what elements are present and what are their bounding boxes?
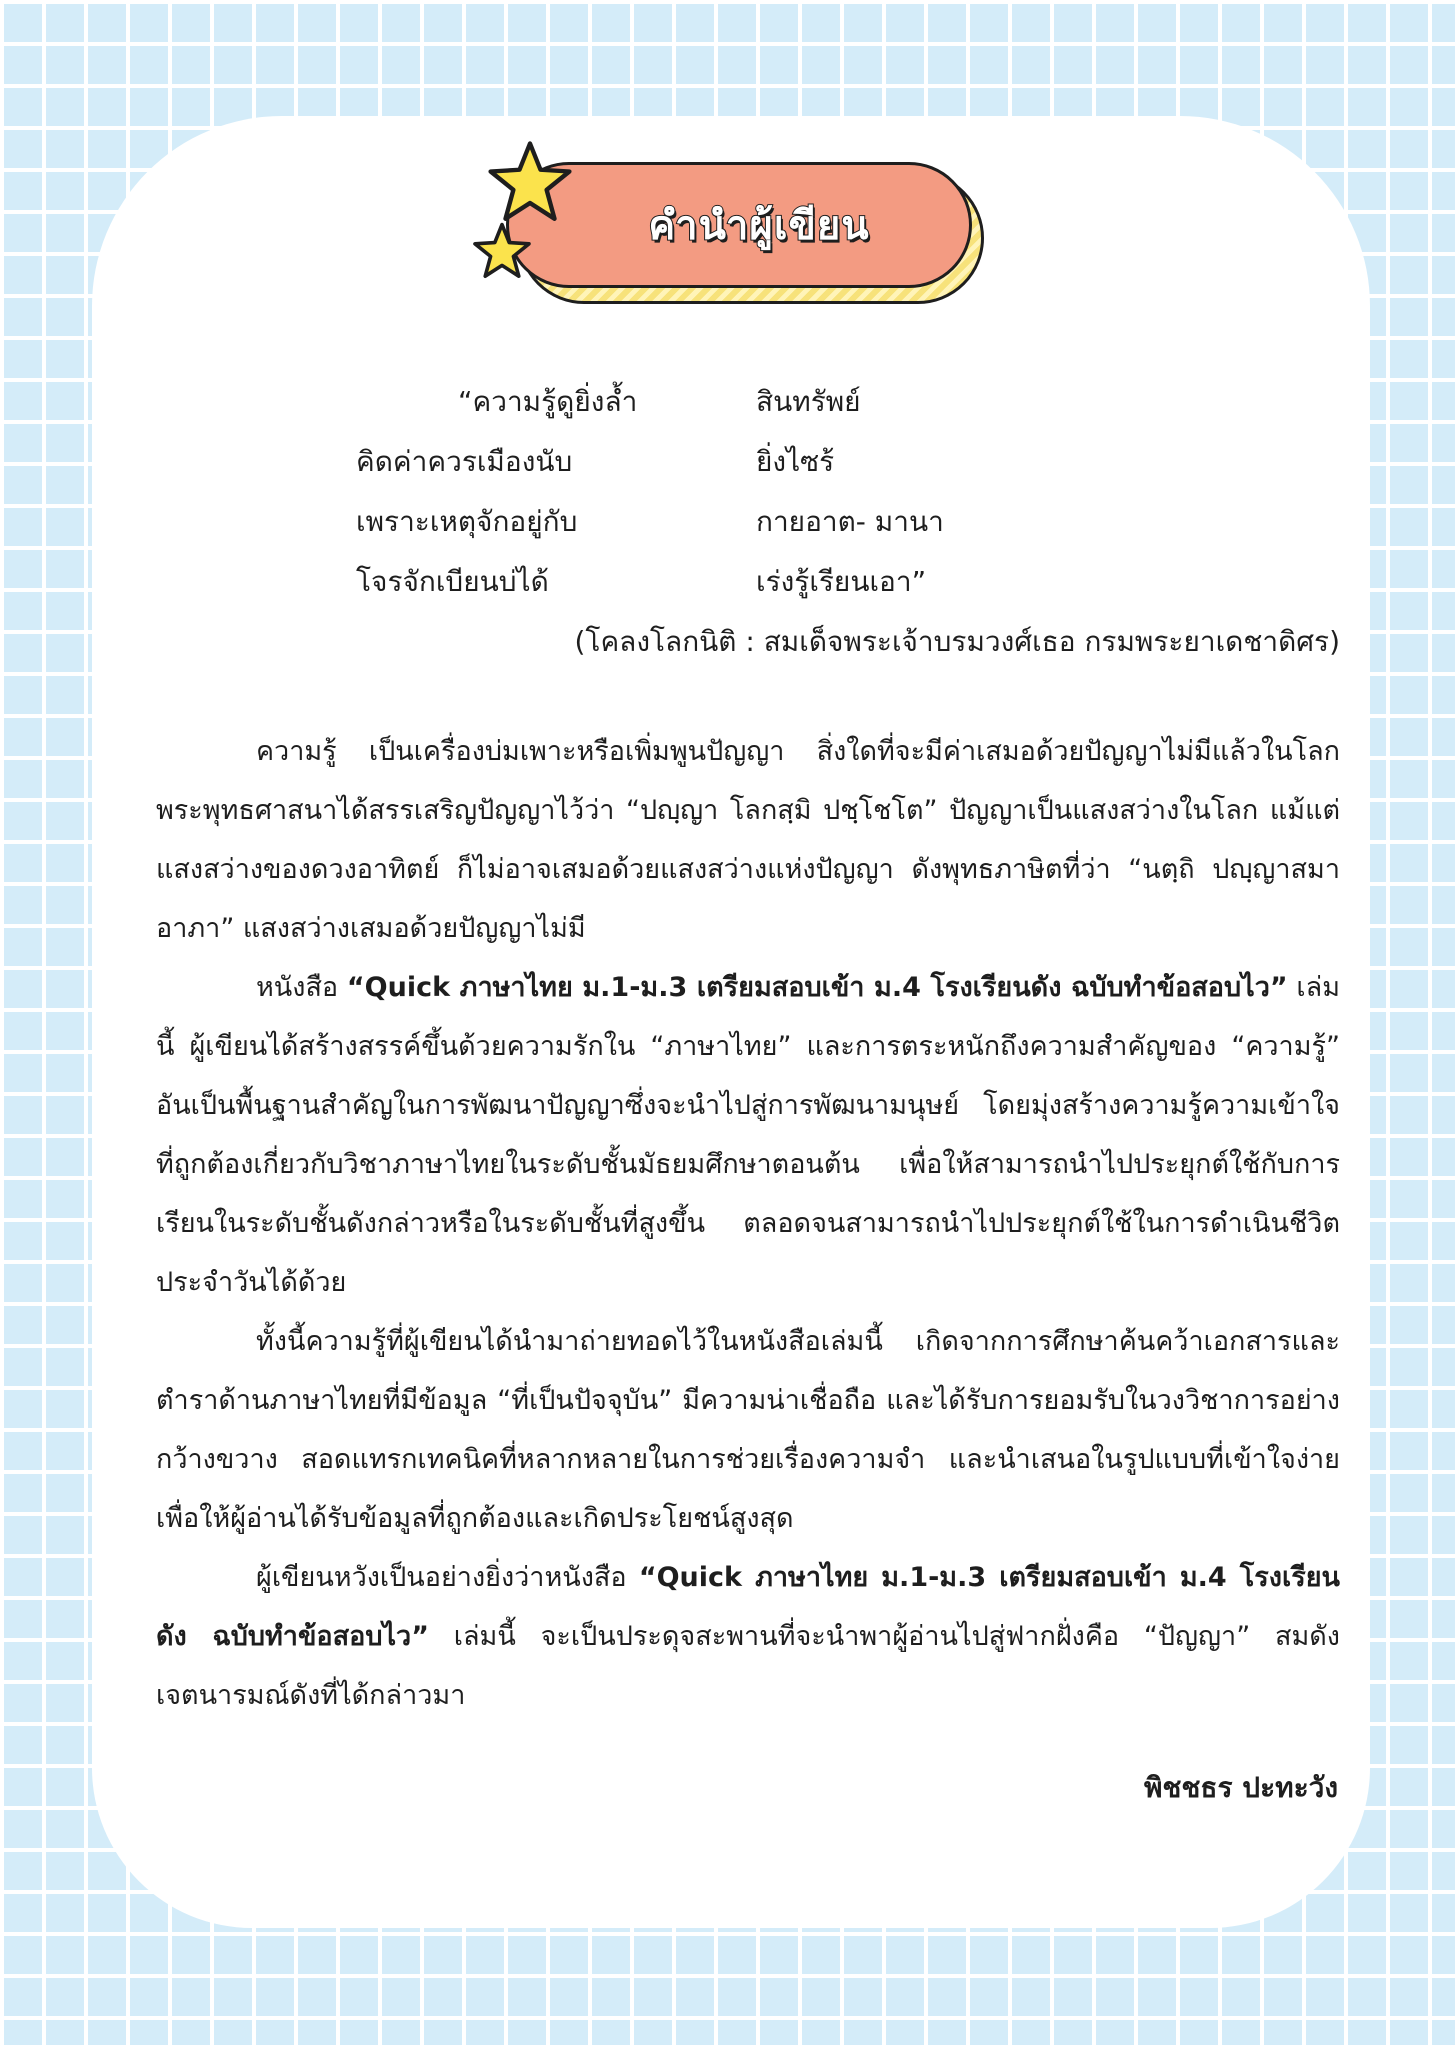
author-signature: พิชชธร ปะทะวัง xyxy=(1143,1771,1338,1804)
paragraph-text: เล่มนี้ จะเป็นประดุจสะพานที่จะนำพาผู้อ่านไปสู่ฟากฝั่งคือ “ปัญญา” สมดังเจตนารมณ์ดังที่ได้กล่าวมา xyxy=(156,1621,1340,1711)
paragraph-lead: ผู้เขียนหวังเป็นอย่างยิ่งว่าหนังสือ xyxy=(256,1562,639,1593)
poem-line-first-half: คิดค่าควรเมืองนับ xyxy=(356,445,573,478)
preface-body xyxy=(156,722,1340,1725)
poem-line-second-half: ยิ่งไซร้ xyxy=(756,445,835,478)
star-icon xyxy=(486,140,574,224)
book-title: “Quick ภาษาไทย ม.1-ม.3 เตรียมสอบเข้า ม.4 โรงเรียนดัง ฉบับทำข้อสอบไว” xyxy=(156,1562,1340,1652)
poem-line-first-half: เพราะเหตุจักอยู่กับ xyxy=(356,505,578,538)
paragraph-lead: หนังสือ xyxy=(256,972,347,1003)
poem-line-second-half: กายอาต- มานา xyxy=(756,505,944,538)
poem xyxy=(0,372,1455,672)
poem-source: (โคลงโลกนิติ : สมเด็จพระเจ้าบรมวงศ์เธอ กรมพระยาเดชาดิศร) xyxy=(574,625,1340,658)
poem-line-second-half: สินทรัพย์ xyxy=(756,385,861,418)
paragraph xyxy=(156,958,1340,1312)
paragraph-text: เล่มนี้ ผู้เขียนได้สร้างสรรค์ขึ้นด้วยความรักใน “ภาษาไทย” และการตระหนักถึงความสำคัญของ “ความรู้” อันเป็นพื้นฐานสำคัญในการพัฒนาปัญญาซึ่งจะนำไปสู่การพัฒนามนุษย์ โดยมุ่งสร้างความรู้ความเข้าใจที่ถูกต้องเกี่ยวกับวิชาภาษาไทยในระดับชั้นมัธยมศึกษาตอนต้น เพื่อให้สามารถนำไปประยุกต์ใช้กับการเรียนในระดับชั้นดังกล่าวหรือในระดับชั้นที่สูงขึ้น ตลอดจนสามารถนำไปประยุกต์ใช้ในการดำเนินชีวิตประจำวันได้ด้วย xyxy=(156,972,1340,1298)
paragraph xyxy=(156,1548,1340,1725)
poem-line-second-half: เร่งรู้เรียนเอา” xyxy=(756,565,927,598)
poem-line-first-half: โจรจักเบียนบ่ได้ xyxy=(356,565,549,598)
title-banner xyxy=(478,140,1008,318)
book-title: “Quick ภาษาไทย ม.1-ม.3 เตรียมสอบเข้า ม.4 โรงเรียนดัง ฉบับทำข้อสอบไว” xyxy=(346,972,1288,1003)
poem-line xyxy=(0,552,1455,612)
poem-line xyxy=(0,492,1455,552)
banner-pill xyxy=(506,162,972,288)
poem-line-first-half: “ความรู้ดูยิ่งล้ำ xyxy=(458,385,638,418)
paragraph: ความรู้ เป็นเครื่องบ่มเพาะหรือเพิ่มพูนปัญญา สิ่งใดที่จะมีค่าเสมอด้วยปัญญาไม่มีแล้วในโลก พระพุทธศาสนาได้สรรเสริญปัญญาไว้ว่า “ปญฺญา โลกสฺมิ ปชฺโชโต” ปัญญาเป็นแสงสว่างในโลก แม้แต่แสงสว่างของดวงอาทิตย์ ก็ไม่อาจเสมอด้วยแสงสว่างแห่งปัญญา ดังพุทธภาษิตที่ว่า “นตฺถิ ปญฺญาสมา อาภา” แสงสว่างเสมอด้วยปัญญาไม่มี xyxy=(156,736,1340,944)
poem-line xyxy=(0,372,1455,432)
poem-line xyxy=(0,432,1455,492)
poem-source-line xyxy=(0,612,1455,672)
star-icon xyxy=(472,222,532,280)
page-title: คำนำผู้เขียน xyxy=(648,203,870,249)
paragraph: ทั้งนี้ความรู้ที่ผู้เขียนได้นำมาถ่ายทอดไว้ในหนังสือเล่มนี้ เกิดจากการศึกษาค้นคว้าเอกสารและตำราด้านภาษาไทยที่มีข้อมูล “ที่เป็นปัจจุบัน” มีความน่าเชื่อถือ และได้รับการยอมรับในวงวิชาการอย่างกว้างขวาง สอดแทรกเทคนิคที่หลากหลายในการช่วยเรื่องความจำ และนำเสนอในรูปแบบที่เข้าใจง่าย เพื่อให้ผู้อ่านได้รับข้อมูลที่ถูกต้องและเกิดประโยชน์สูงสุด xyxy=(156,1326,1340,1534)
